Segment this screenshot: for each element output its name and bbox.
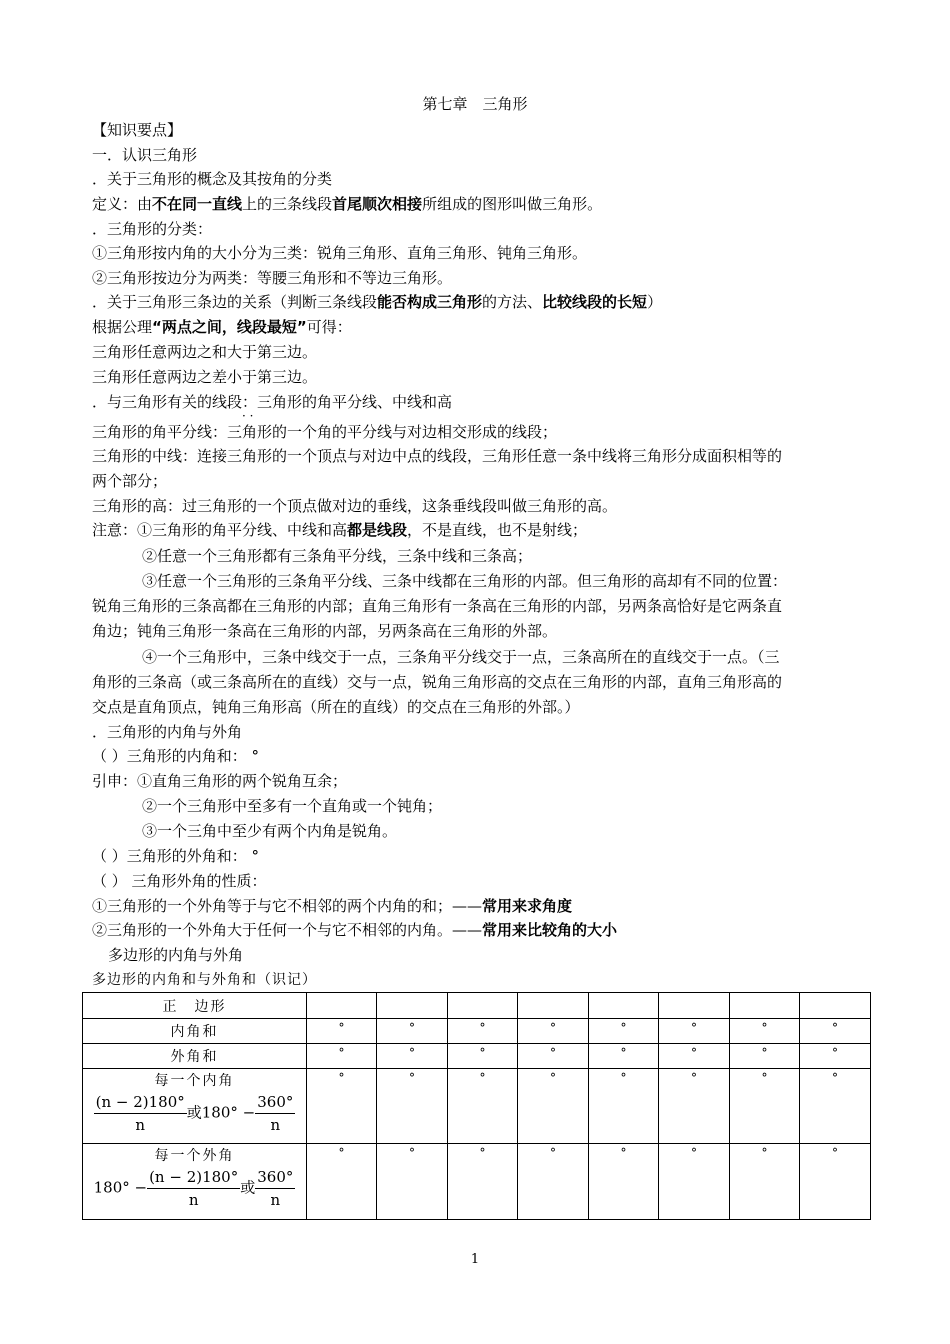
row-label: 每一个外角 xyxy=(154,1148,235,1164)
note-1 xyxy=(92,520,587,540)
interior-angle-sum: （ ）三角形的内角和： ° xyxy=(92,747,260,765)
emphasis-text: 首尾顺次相接 xyxy=(332,195,423,213)
degree-cell: ° xyxy=(307,1019,377,1044)
bisector-definition: 三角形的角平分线：三角形的一个角的平分线与对边相交形成的线段； xyxy=(92,423,558,441)
fraction xyxy=(255,1166,295,1211)
degree-cell: ° xyxy=(307,1069,377,1144)
note-4: ④一个三角形中，三条中线交于一点，三条角平分线交于一点，三条高所在的直线交于一点。（三 xyxy=(142,648,780,666)
text: 所组成的图形叫做三角形。 xyxy=(422,195,603,213)
numerator: 360° xyxy=(255,1091,295,1114)
text: ） xyxy=(647,293,663,311)
emphasis-text: 都是线段 xyxy=(347,521,408,539)
degree-cell: ° xyxy=(377,1069,448,1144)
text: ①三角形的一个外角等于与它不相邻的两个内角的和；—— xyxy=(92,897,483,915)
denominator: n xyxy=(135,1116,146,1134)
emphasis-text: 常用来比较角的大小 xyxy=(482,921,618,939)
axiom-line xyxy=(92,317,352,337)
cell xyxy=(448,993,518,1019)
fraction xyxy=(255,1091,295,1136)
degree-cell: ° xyxy=(659,1069,730,1144)
degree-cell: ° xyxy=(307,1044,377,1069)
text: 的方法、 xyxy=(482,293,543,311)
text: 注意：①三角形的角平分线、中线和高 xyxy=(92,521,348,539)
degree-cell: ° xyxy=(518,1144,589,1220)
denominator: n xyxy=(188,1191,199,1209)
degree-cell: ° xyxy=(800,1044,871,1069)
row-label: 每一个内角 xyxy=(154,1073,235,1089)
numerator: (n − 2)180° xyxy=(147,1166,240,1189)
numerator: 360° xyxy=(255,1166,295,1189)
emphasis-text: 常用来求角度 xyxy=(482,897,573,915)
exterior-property-2 xyxy=(92,920,617,940)
cell xyxy=(730,993,800,1019)
degree-cell: ° xyxy=(730,1019,800,1044)
degree-cell: ° xyxy=(800,1069,871,1144)
denominator: n xyxy=(270,1191,281,1209)
exterior-angle-sum: （ ）三角形的外角和： ° xyxy=(92,847,260,865)
note-2: ②任意一个三角形都有三条角平分线，三条中线和三条高； xyxy=(142,547,533,565)
classification-heading: ．三角形的分类： xyxy=(92,220,213,238)
note-4-cont-2: 交点是直角顶点，钝角三角形高（所在的直线）的交点在三角形的外部。） xyxy=(92,698,580,716)
denominator: n xyxy=(270,1116,281,1134)
emphasis-text: 比较线段的长短 xyxy=(542,293,648,311)
table-row xyxy=(83,1069,871,1144)
degree-cell: ° xyxy=(518,1044,589,1069)
corollary-3: ③一个三角中至少有两个内角是锐角。 xyxy=(142,822,398,840)
classification-by-side: ②三角形按边分为两类：等腰三角形和不等边三角形。 xyxy=(92,269,453,287)
table-row xyxy=(83,1044,871,1069)
interior-exterior-heading: ．三角形的内角与外角 xyxy=(92,723,243,741)
formula-text: 180° − xyxy=(93,1178,148,1197)
row-header-interior-sum: 内角和 xyxy=(83,1019,307,1044)
cell xyxy=(800,993,871,1019)
degree-cell: ° xyxy=(377,1044,448,1069)
degree-cell: ° xyxy=(730,1044,800,1069)
corollary-2: ②一个三角形中至多有一个直角或一个钝角； xyxy=(142,797,443,815)
corollary-1: 引申：①直角三角形的两个锐角互余； xyxy=(92,772,348,790)
formula-text: 或 xyxy=(240,1178,256,1197)
page-number: 1 xyxy=(470,1252,480,1267)
cell xyxy=(659,993,730,1019)
degree-cell: ° xyxy=(800,1144,871,1220)
degree-cell: ° xyxy=(377,1019,448,1044)
cell xyxy=(518,993,589,1019)
degree-cell: ° xyxy=(377,1144,448,1220)
emphasis-text: 不在同一直线 xyxy=(152,195,243,213)
chapter-title: 第七章 三角形 xyxy=(422,95,528,113)
emphasis-dots: · · xyxy=(242,409,254,423)
degree-cell: ° xyxy=(800,1019,871,1044)
text: 可得： xyxy=(306,318,352,336)
note-3: ③任意一个三角形的三条角平分线、三条中线都在三角形的内部。但三角形的高却有不同的位置： xyxy=(142,572,788,590)
degree-cell: ° xyxy=(659,1019,730,1044)
row-header-exterior-sum: 外角和 xyxy=(83,1044,307,1069)
exterior-formula xyxy=(83,1166,306,1211)
fraction xyxy=(147,1166,240,1211)
definition-line xyxy=(92,194,602,214)
note-4-cont-1: 角形的三条高（或三条高所在的直线）交与一点，锐角三角形高的交点在三角形的内部，直角三角形高的 xyxy=(92,673,783,691)
cell xyxy=(377,993,448,1019)
median-definition: 三角形的中线：连接三角形的一个顶点与对边中点的线段，三角形任意一条中线将三角形分成面积相等的 xyxy=(92,447,783,465)
table-row xyxy=(83,1144,871,1220)
degree-cell: ° xyxy=(518,1069,589,1144)
difference-rule: 三角形任意两边之差小于第三边。 xyxy=(92,368,318,386)
table-row xyxy=(83,993,871,1019)
note-3-cont-1: 锐角三角形的三条高都在三角形的内部；直角三角形有一条高在三角形的内部，另两条高恰好是它两条直 xyxy=(92,597,783,615)
formula-text: 或180° − xyxy=(186,1103,256,1122)
text: ②三角形的一个外角大于任何一个与它不相邻的内角。—— xyxy=(92,921,483,939)
degree-cell: ° xyxy=(448,1069,518,1144)
text: 上的三条线段 xyxy=(242,195,333,213)
cell xyxy=(589,993,659,1019)
degree-cell: ° xyxy=(659,1044,730,1069)
subheading-concept: ．关于三角形的概念及其按角的分类 xyxy=(92,170,333,188)
side-relation-heading xyxy=(92,292,662,312)
row-header-each-exterior xyxy=(83,1144,307,1220)
section-heading-key-points: 【知识要点】 xyxy=(92,121,183,139)
note-3-cont-2: 角边；钝角三角形一条高在三角形的内部，另两条高在三角形的外部。 xyxy=(92,622,558,640)
degree-cell: ° xyxy=(518,1019,589,1044)
text: ，不是直线，也不是射线； xyxy=(407,521,588,539)
degree-cell: ° xyxy=(448,1144,518,1220)
section-heading-triangle: 一．认识三角形 xyxy=(92,146,198,164)
degree-cell: ° xyxy=(659,1144,730,1220)
cell xyxy=(307,993,377,1019)
numerator: (n − 2)180° xyxy=(94,1091,187,1114)
classification-by-angle: ①三角形按内角的大小分为三类：锐角三角形、直角三角形、钝角三角形。 xyxy=(92,244,588,262)
emphasis-text: 能否构成三角形 xyxy=(377,293,483,311)
row-header-each-interior xyxy=(83,1069,307,1144)
row-header-polygon: 正 边形 xyxy=(83,993,307,1019)
emphasis-text: “两点之间，线段最短” xyxy=(152,318,307,336)
degree-cell: ° xyxy=(307,1144,377,1220)
table-row xyxy=(83,1019,871,1044)
degree-cell: ° xyxy=(730,1069,800,1144)
sum-rule: 三角形任意两边之和大于第三边。 xyxy=(92,343,318,361)
degree-cell: ° xyxy=(589,1019,659,1044)
polygon-angle-table xyxy=(82,992,871,1220)
table-caption: 多边形的内角和与外角和（识记） xyxy=(92,972,317,988)
degree-cell: ° xyxy=(589,1044,659,1069)
degree-cell: ° xyxy=(589,1069,659,1144)
interior-formula xyxy=(83,1091,306,1136)
exterior-property-1 xyxy=(92,896,572,916)
text: 根据公理 xyxy=(92,318,153,336)
degree-cell: ° xyxy=(448,1019,518,1044)
degree-cell: ° xyxy=(448,1044,518,1069)
exterior-angle-property-heading: （ ） 三角形外角的性质： xyxy=(92,872,267,890)
text: ．关于三角形三条边的关系（判断三条线段 xyxy=(92,293,378,311)
degree-cell: ° xyxy=(589,1144,659,1220)
related-segments-heading: ．与三角形有关的线段：三角形的角平分线、中线和高 xyxy=(92,393,453,411)
median-definition-cont: 两个部分； xyxy=(92,472,168,490)
altitude-definition: 三角形的高：过三角形的一个顶点做对边的垂线，这条垂线段叫做三角形的高。 xyxy=(92,497,618,515)
degree-cell: ° xyxy=(730,1144,800,1220)
polygon-angles-heading: 多边形的内角与外角 xyxy=(108,946,244,964)
fraction xyxy=(94,1091,187,1136)
text: 定义：由 xyxy=(92,195,153,213)
